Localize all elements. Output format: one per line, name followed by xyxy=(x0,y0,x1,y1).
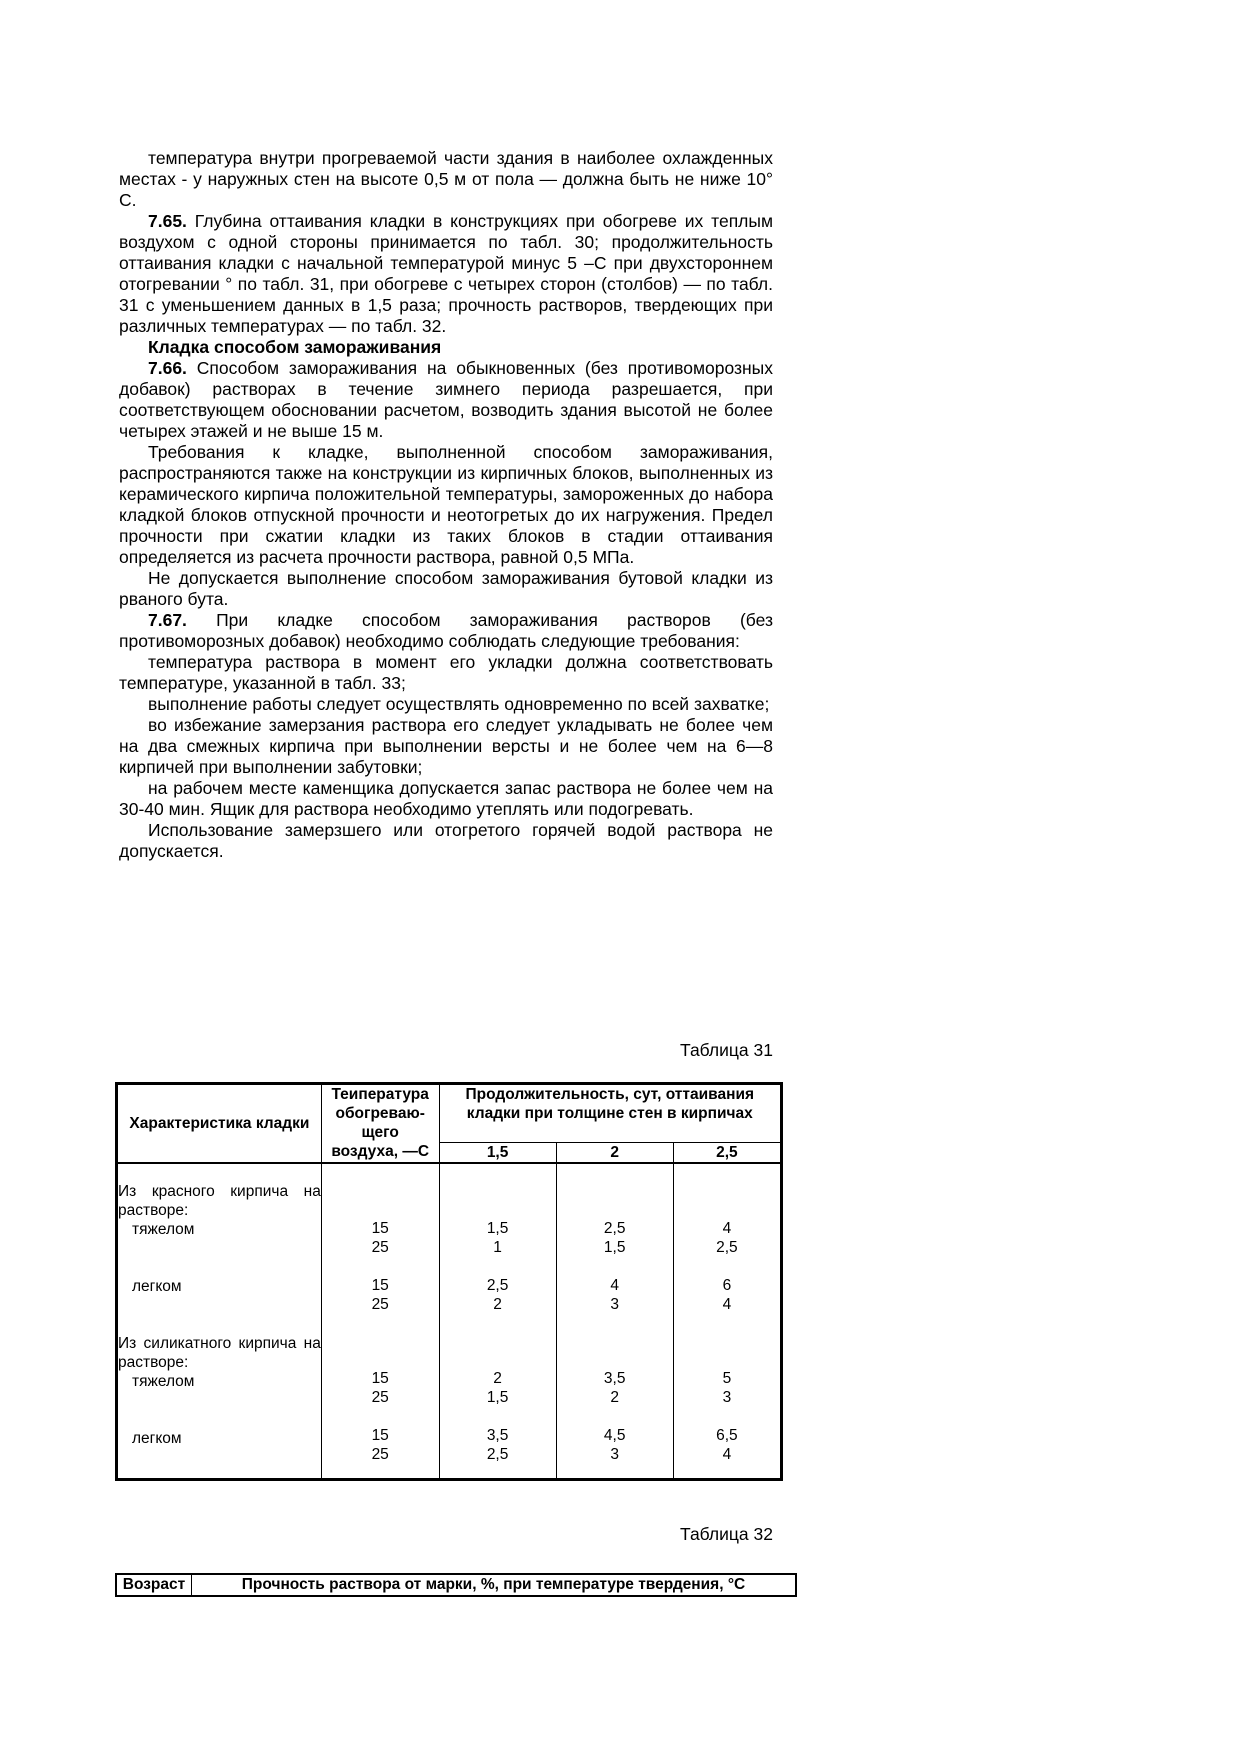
table-31-caption: Таблица 31 xyxy=(680,1040,773,1060)
header-temperature-unit: воздуха, —С xyxy=(321,1142,439,1163)
group-red-brick: Из красного кирпича на растворе: xyxy=(118,1182,321,1219)
duration-value: 3,5 xyxy=(603,1369,626,1387)
table-32 xyxy=(115,1573,797,1597)
clause-number: 7.67. xyxy=(148,610,187,630)
clause-text: Глубина оттаивания кладки в конструкциях при обогреве их теплым воздухом с одной стороны принимается по табл. 30; продолжительность оттаивания кладки с начальной температурой минус 5 –С при двухстороннем отогревании ° по табл. 31, при обогреве с четырех сторон (столбов) — по табл. 31 с уменьшением данных в 1,5 раза; прочность растворов, твердеющих при различных температурах — по табл. 32. xyxy=(119,211,773,336)
temp-value: 25 xyxy=(371,1388,389,1406)
duration-value: 5 xyxy=(722,1369,732,1387)
temp-value: 15 xyxy=(371,1369,389,1387)
mortar-light: легком xyxy=(132,1429,182,1447)
temp-value: 25 xyxy=(371,1295,389,1313)
duration-value: 3 xyxy=(722,1388,732,1406)
paragraph-requirements: Требования к кладке, выполненной способом замораживания, распространяются также на конструкции из кирпичных блоков, выполненных из керамического кирпича положительной температуры, замороженных до набора кладкой блоков отпускной прочности и неотогретых до их нагружения. Предел прочности при сжатии кладки из таких блоков в стадии оттаивания определяется из расчета прочности раствора, равной 0,5 МПа. xyxy=(119,442,773,567)
duration-value: 2 xyxy=(610,1388,620,1406)
requirement-item: температура раствора в момент его укладки должна соответствовать температуре, указанной в табл. 33; xyxy=(119,652,773,693)
duration-value: 6,5 xyxy=(716,1426,738,1444)
duration-value: 2,5 xyxy=(603,1219,626,1237)
paragraph-7-67 xyxy=(119,610,773,652)
duration-value: 2,5 xyxy=(486,1445,509,1463)
mortar-heavy: тяжелом xyxy=(132,1220,195,1238)
duration-value: 2 xyxy=(493,1295,502,1313)
header-age: Возраст xyxy=(116,1574,192,1596)
temp-value: 15 xyxy=(371,1276,389,1294)
intro-paragraph: температура внутри прогреваемой части здания в наиболее охлажденных местах - у наружных стен на высоте 0,5 м от пола — должна быть не ниже 10° С. xyxy=(119,148,773,210)
duration-value: 2,5 xyxy=(716,1238,738,1256)
requirement-item: выполнение работы следует осуществлять одновременно по всей захватке; xyxy=(148,694,770,714)
duration-value: 4 xyxy=(610,1276,620,1294)
duration-value: 3,5 xyxy=(486,1426,509,1444)
temp-value: 15 xyxy=(371,1426,389,1444)
header-thickness-1-5: 1,5 xyxy=(439,1142,556,1163)
requirement-item: на рабочем месте каменщика допускается запас раствора не более чем на 30-40 мин. Ящик для раствора необходимо утеплять или подогревать. xyxy=(119,778,773,819)
temp-value: 25 xyxy=(371,1445,389,1463)
clause-text: Способом замораживания на обыкновенных (без противоморозных добавок) растворах в течение зимнего периода разрешается, при соответствующем обосновании расчетом, возводить здания высотой не более четырех этажей и не выше 15 м. xyxy=(119,358,773,441)
paragraph-7-65 xyxy=(119,211,773,337)
header-temperature: Теипература обогреваю-щего xyxy=(321,1084,439,1143)
header-thickness-2: 2 xyxy=(556,1142,673,1163)
header-strength: Прочность раствора от марки, %, при температуре твердения, °С xyxy=(192,1574,797,1596)
mortar-light: легком xyxy=(132,1277,182,1295)
characteristic-column xyxy=(117,1163,322,1480)
duration-value: 1,5 xyxy=(603,1238,626,1256)
duration-value: 4 xyxy=(722,1219,732,1237)
duration-value: 3 xyxy=(610,1295,620,1313)
temp-value: 15 xyxy=(371,1219,389,1237)
table-32-caption: Таблица 32 xyxy=(680,1524,773,1544)
duration-value: 1 xyxy=(493,1238,502,1256)
header-characteristic: Характеристика кладки xyxy=(117,1084,322,1163)
paragraph-not-allowed: Не допускается выполнение способом замораживания бутовой кладки из рваного бута. xyxy=(119,568,773,609)
header-thickness-2-5: 2,5 xyxy=(673,1142,781,1163)
clause-number: 7.65. xyxy=(148,211,187,231)
temp-value: 25 xyxy=(371,1238,389,1256)
section-heading: Кладка способом замораживания xyxy=(148,337,442,357)
duration-value: 4,5 xyxy=(603,1426,626,1444)
clause-text: При кладке способом замораживания растворов (без противоморозных добавок) необходимо соблюдать следующие требования: xyxy=(119,610,773,651)
duration-2-5-column xyxy=(673,1163,781,1480)
duration-1-5-column xyxy=(439,1163,556,1480)
duration-2-column xyxy=(556,1163,673,1480)
temperature-column xyxy=(321,1163,439,1480)
duration-value: 3 xyxy=(610,1445,620,1463)
requirement-item: Использование замерзшего или отогретого горячей водой раствора не допускается. xyxy=(119,820,773,861)
duration-value: 1,5 xyxy=(486,1219,509,1237)
group-silicate-brick: Из силикатного кирпича на растворе: xyxy=(118,1334,321,1371)
table-31 xyxy=(115,1082,783,1481)
paragraph-7-66 xyxy=(119,358,773,442)
duration-value: 1,5 xyxy=(486,1388,509,1406)
duration-value: 4 xyxy=(722,1445,732,1463)
header-duration: Продолжительность, сут, оттаивания кладки при толщине стен в кирпичах xyxy=(439,1084,781,1143)
duration-value: 2,5 xyxy=(486,1276,509,1294)
main-text xyxy=(119,148,773,862)
table-body-row xyxy=(117,1163,782,1480)
clause-number: 7.66. xyxy=(148,358,187,378)
duration-value: 4 xyxy=(722,1295,732,1313)
duration-value: 6 xyxy=(722,1276,732,1294)
requirement-item: во избежание замерзания раствора его следует укладывать не более чем на два смежных кирпича при выполнении версты и не более чем на 6—8 кирпичей при выполнении забутовки; xyxy=(119,715,773,777)
mortar-heavy: тяжелом xyxy=(132,1372,195,1390)
duration-value: 2 xyxy=(493,1369,502,1387)
